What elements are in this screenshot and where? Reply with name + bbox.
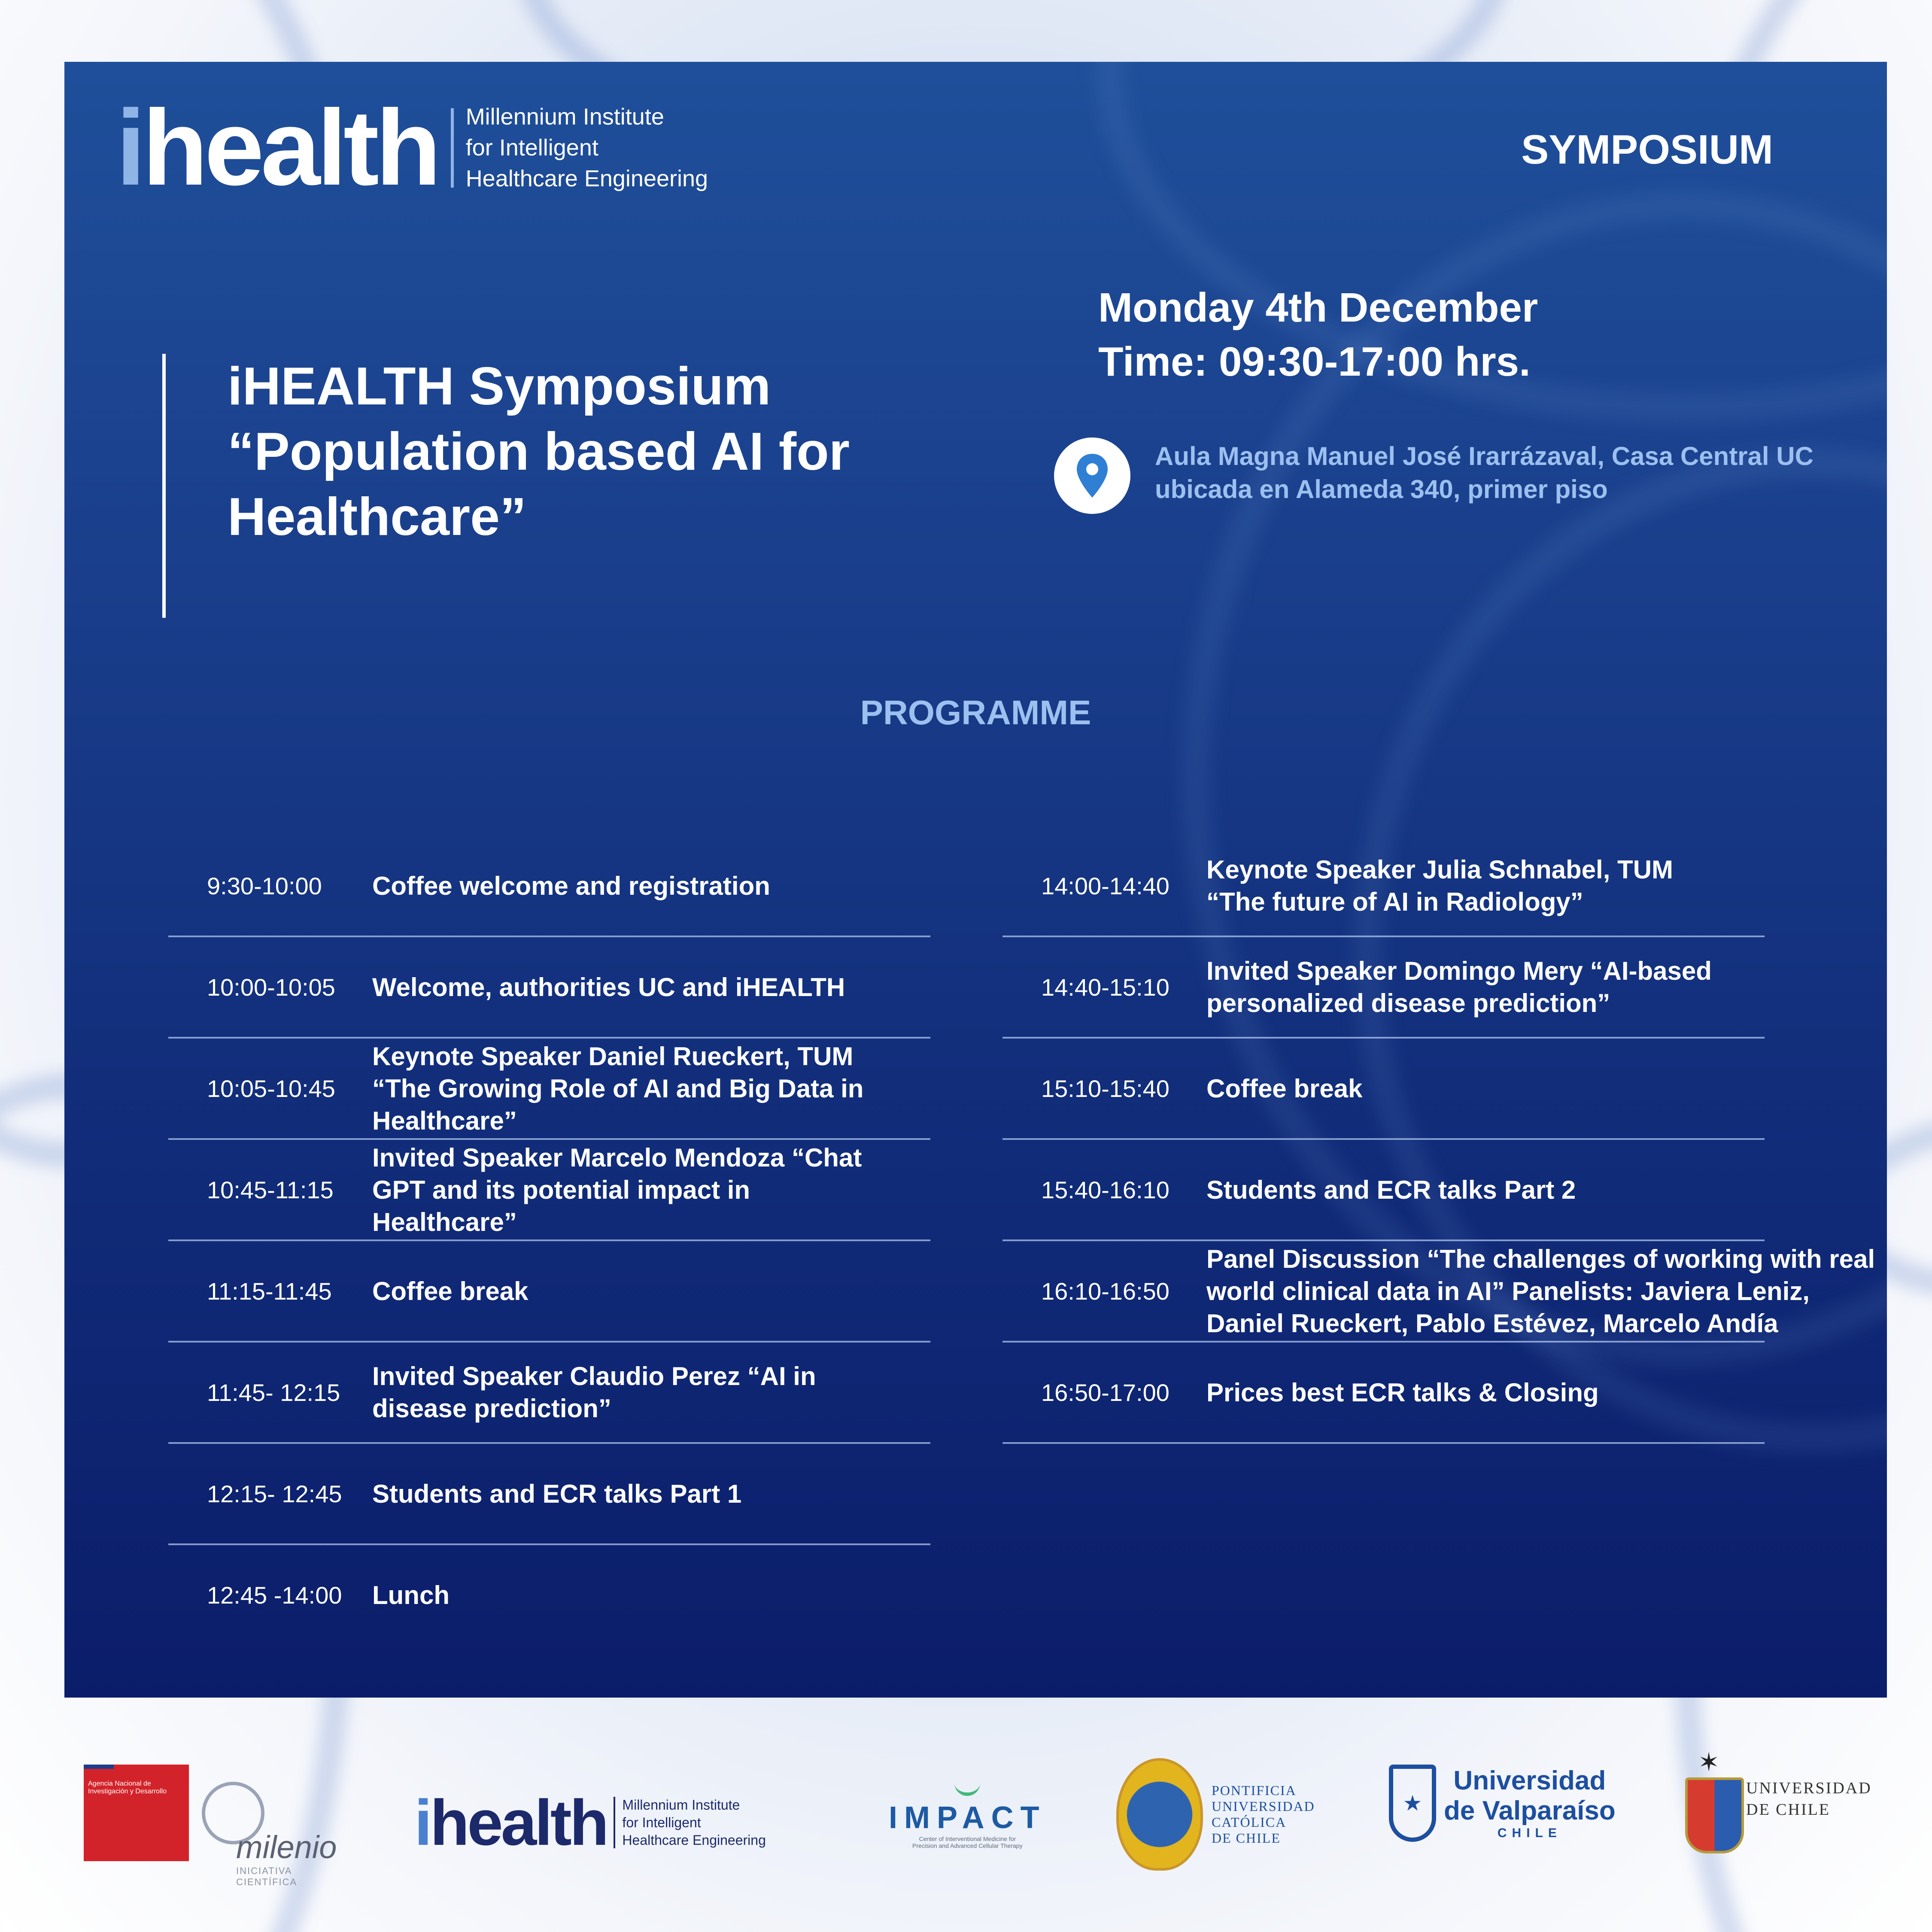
programme-time: 10:00-10:05: [207, 973, 335, 1001]
location-line: ubicada en Alameda 340, primer piso: [1155, 475, 1608, 504]
programme-time: 10:05-10:45: [207, 1075, 335, 1102]
programme-event: [1206, 1072, 1850, 1105]
programme-time: 9:30-10:00: [207, 872, 322, 899]
uv-line: de Valparaíso: [1444, 1796, 1616, 1826]
anid-logo: [84, 1765, 189, 1861]
event-date: Monday 4th December: [1098, 285, 1538, 331]
programme-event-line: personalized disease prediction”: [1206, 989, 1610, 1018]
impact-subtitle: Center of Interventional Medicine for Precision and Advanced Cellular Therapy: [912, 1835, 1023, 1849]
programme-time: 14:00-14:40: [1041, 872, 1170, 899]
programme-row: [168, 1241, 930, 1343]
logo-wordmark: ihealth: [116, 88, 438, 207]
location-line: Aula Magna Manuel José Irarrázaval, Casa Central UC: [1155, 442, 1814, 471]
event-title-line: “Population based AI for: [228, 422, 850, 481]
uv-line: CHILE: [1497, 1826, 1562, 1840]
programme-event: [1206, 1376, 1850, 1409]
programme-event-line: Panel Discussion “The challenges of working with real: [1206, 1244, 1875, 1273]
programme-heading: PROGRAMME: [860, 693, 1091, 732]
anid-text: Agencia Nacional de Investigación y Desarrollo: [88, 1780, 167, 1795]
event-location: [1155, 440, 1814, 506]
programme-event-line: Students and ECR talks Part 2: [1206, 1175, 1576, 1204]
impact-word: IMPACT: [889, 1801, 1046, 1835]
programme-event: [1206, 1243, 1875, 1340]
programme-row: [1002, 1140, 1765, 1241]
uchile-logo: [1683, 1747, 1872, 1850]
programme-event-line: world clinical data in AI” Panelists: Javiera Leniz,: [1206, 1276, 1810, 1306]
programme-column-left: [168, 836, 930, 1645]
programme-event-line: Healthcare”: [372, 1207, 517, 1236]
programme-row: [168, 1343, 930, 1444]
programme-event: [372, 1142, 1016, 1238]
impact-leaf-icon: [954, 1775, 980, 1796]
programme-event-line: Students and ECR talks Part 1: [372, 1479, 742, 1508]
uchile-crest-icon: ✶: [1683, 1747, 1741, 1850]
impact-logo: [889, 1775, 1046, 1849]
programme-event-line: Invited Speaker Claudio Perez “AI in: [372, 1362, 816, 1391]
programme-event-line: GPT and its potential impact in: [372, 1175, 750, 1204]
programme-time: 15:10-15:40: [1041, 1075, 1170, 1102]
programme-row: [168, 836, 930, 937]
programme-time: 11:45- 12:15: [207, 1379, 340, 1406]
title-accent-bar: [162, 354, 166, 618]
symposium-panel: [64, 62, 1887, 1698]
programme-row: [1002, 1039, 1765, 1140]
logo-divider: [451, 108, 454, 188]
programme-row: [168, 937, 930, 1039]
event-title-line: Healthcare”: [228, 487, 527, 547]
puc-seal-icon: [1116, 1758, 1203, 1871]
programme-time: 16:50-17:00: [1041, 1379, 1170, 1406]
uchile-text: UNIVERSIDAD DE CHILE: [1746, 1779, 1872, 1819]
programme-event: [372, 971, 1016, 1003]
programme-event-line: Keynote Speaker Julia Schnabel, TUM: [1206, 855, 1674, 884]
event-time: Time: 09:30-17:00 hrs.: [1098, 339, 1531, 385]
programme-event: [1206, 1174, 1850, 1206]
programme-event-line: Daniel Rueckert, Pablo Estévez, Marcelo Andía: [1206, 1309, 1778, 1338]
programme-time: 14:40-15:10: [1041, 973, 1170, 1001]
milenio-word: milenio: [236, 1829, 337, 1865]
programme-event-line: “The future of AI in Radiology”: [1206, 887, 1583, 916]
programme-event-line: Keynote Speaker Daniel Rueckert, TUM: [372, 1042, 854, 1071]
programme-row: [168, 1545, 930, 1645]
programme-event-line: Invited Speaker Domingo Mery “AI-based: [1206, 957, 1712, 985]
ihealth-footer-tagline: Millennium Institute for Intelligent Healthcare Engineering: [622, 1797, 766, 1848]
programme-time: 16:10-16:50: [1041, 1277, 1170, 1305]
programme-row: [168, 1140, 930, 1241]
programme-row: [168, 1039, 930, 1140]
programme-event: [372, 1040, 1016, 1137]
programme-row: [1002, 937, 1765, 1039]
programme-event-line: Welcome, authorities UC and iHEALTH: [372, 972, 845, 1002]
programme-row: [168, 1444, 930, 1545]
programme-time: 11:15-11:45: [207, 1277, 332, 1305]
programme-event-line: Healthcare”: [372, 1106, 517, 1135]
uv-shield-icon: ★: [1389, 1765, 1436, 1842]
symposium-label: SYMPOSIUM: [1521, 127, 1773, 173]
logo-tagline: Millennium Institute for Intelligent Healthcare Engineering: [465, 104, 708, 191]
puc-text: PONTIFICIA UNIVERSIDAD CATÓLICA DE CHILE: [1212, 1783, 1315, 1846]
programme-event: [372, 1579, 1016, 1611]
event-title-line: iHEALTH Symposium: [228, 357, 771, 416]
date-time-block: [1098, 281, 1538, 389]
programme-event-line: Coffee break: [1206, 1074, 1363, 1103]
uv-logo: [1389, 1765, 1616, 1842]
programme-event: [1206, 854, 1850, 918]
ihealth-logo: [116, 88, 708, 207]
ihealth-footer-logo: ihealth Millennium Institute for Intelligent Healthcare Engineering: [414, 1786, 766, 1859]
programme-time: 15:40-16:10: [1041, 1176, 1170, 1203]
puc-logo: [1116, 1758, 1315, 1871]
programme-event-line: Coffee welcome and registration: [372, 871, 770, 900]
programme-row: [1002, 1343, 1765, 1444]
programme-event-line: disease prediction”: [372, 1394, 611, 1423]
programme-event: [372, 1275, 1016, 1307]
milenio-logo: [197, 1782, 352, 1887]
programme-event: [372, 870, 1016, 902]
programme-event-line: Invited Speaker Marcelo Mendoza “Chat: [372, 1143, 862, 1172]
programme-event: [1206, 955, 1850, 1019]
programme-event: [372, 1360, 1016, 1425]
location-pin-icon: [1054, 437, 1130, 514]
milenio-subtitle: INICIATIVA CIENTÍFICA: [236, 1865, 298, 1887]
programme-event: [372, 1478, 1016, 1510]
programme-time: 12:15- 12:45: [207, 1480, 342, 1507]
programme-time: 10:45-11:15: [207, 1176, 334, 1203]
event-title: [228, 354, 1000, 550]
programme-event-line: Lunch: [372, 1580, 450, 1610]
programme-row: [1002, 1241, 1875, 1343]
uv-line: Universidad: [1453, 1766, 1606, 1795]
programme-time: 12:45 -14:00: [207, 1581, 342, 1609]
programme-event-line: Coffee break: [372, 1276, 529, 1306]
programme-event-line: “The Growing Role of AI and Big Data in: [372, 1074, 864, 1103]
programme-column-right: [1002, 836, 1875, 1444]
programme-row: [1002, 836, 1765, 937]
programme-event-line: Prices best ECR talks & Closing: [1206, 1378, 1599, 1407]
sponsor-logos: [0, 1747, 1932, 1887]
